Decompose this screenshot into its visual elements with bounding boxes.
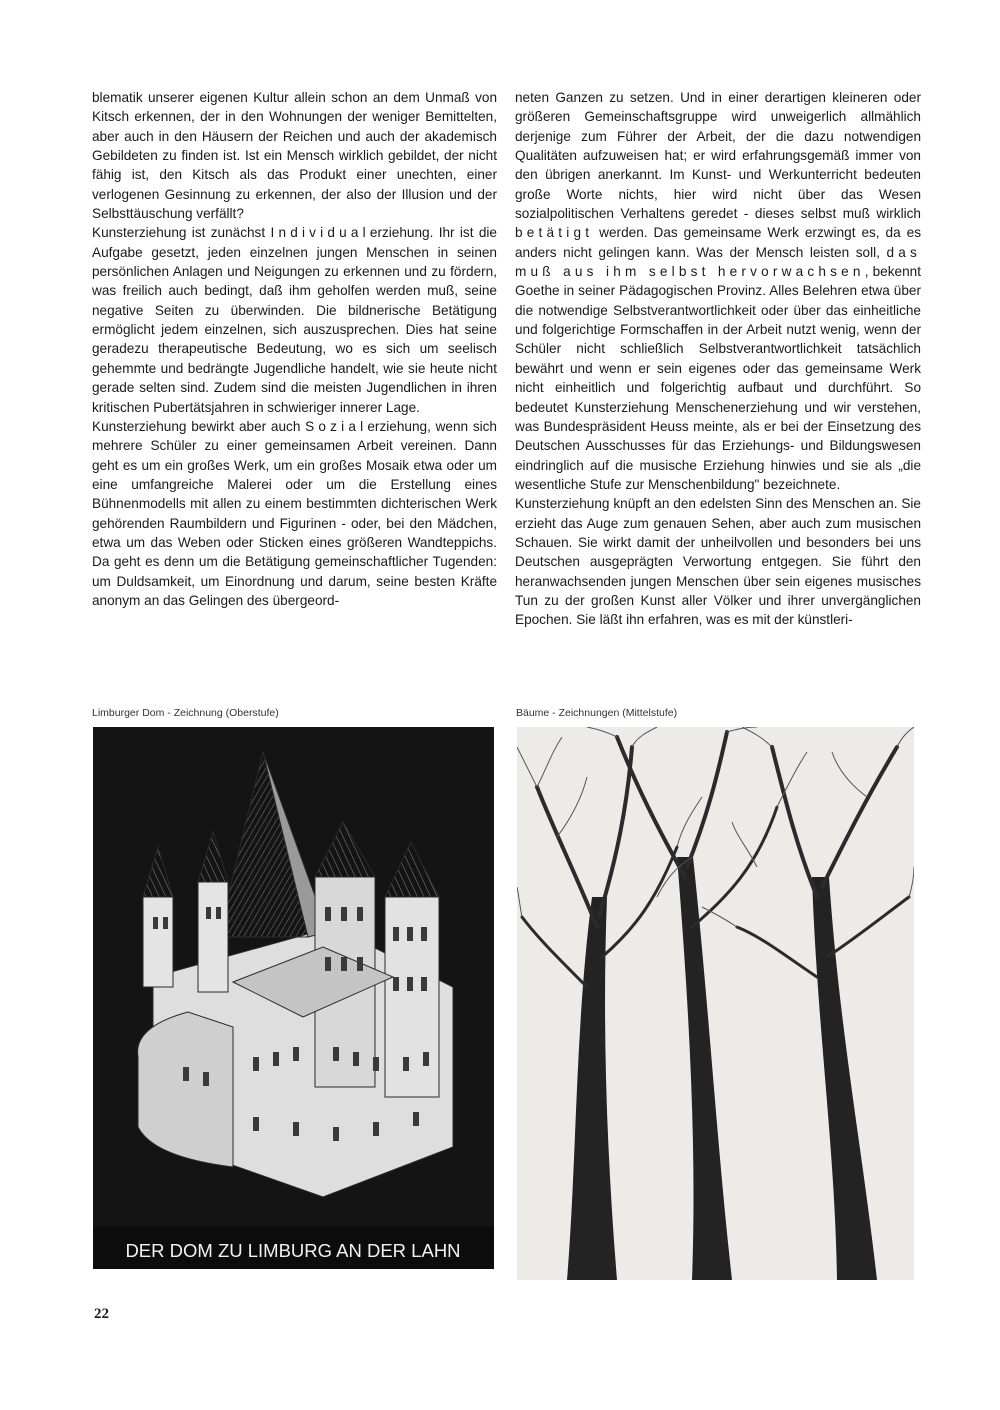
text-run: neten Ganzen zu setzen. Und in einer derartigen kleineren oder größeren Gemeinschaftsgruppe wird unweigerlich allmählich derjenige zum Führer der Arbeit, der die dazu notwendigen Qualitäten aufzuweisen hat; er wird erfahrungsgemäß immer von den übrigen anerkannt. Im Kunst- und Werkunterricht bedeuten große Worte nichts, hier wird nicht über das Wesen sozialpolitischen Verhaltens geredet - dieses selbst muß wirklich [515, 90, 921, 222]
text-run: Kunsterziehung bewirkt aber auch [92, 418, 306, 434]
text-column-right [515, 88, 921, 630]
cathedral-illustration [93, 727, 494, 1269]
spaced-term: das muß aus ihm selbst hervorwachsen [515, 244, 921, 280]
text-column-left [92, 88, 497, 610]
text-run: Kunsterziehung ist zunächst [92, 225, 271, 241]
figure-caption-left: Limburger Dom - Zeichnung (Oberstufe) [92, 707, 279, 719]
text-run: erziehung. Ihr ist die Aufgabe gesetzt, jeden einzelnen jungen Menschen in seinen persönlichen Anlagen und Neigungen zu erkennen und zu fördern, was freilich auch bedingt, daß ihm geholfen werden muß, seine negative Seiten zu überwinden. Die bildnerische Betätigung ermöglicht jedem einzelnen, sich auszusprechen. Dies hat seine geradezu therapeutische Bedeutung, wo es sich um seelisch gehemmte und bedrängte Jugendliche handelt, wie sie heute nicht gerade selten sind. Zudem sind die meisten Jugendlichen in ihren kritischen Pubertätsjahren in schwieriger innerer Lage. [92, 225, 497, 415]
text-run: erziehung, wenn sich mehrere Schüler zu einer gemeinsamen Arbeit vereinen. Dann geht es um ein großes Werk, um ein großes Mosaik etwa oder um eine umfangreiche Malerei oder um die Erstellung eines Bühnenmodells mit allen zu einem bestimmten dichterischen Werk gehörenden Raumbildern und Figurinen - oder, bei den Mädchen, etwa um das Weben oder Sticken eines größeren Wandteppichs. Da geht es denn um die Betätigung gemeinschaftlicher Tugenden: um Duldsamkeit, um Einordnung und darum, seine besten Kräfte anonym an das Gelingen des übergeord- [92, 418, 497, 608]
spaced-term: Sozial [305, 418, 368, 434]
text-run: , bekennt Goethe in seiner Pädagogischen Provinz. Alles Belehren etwa über die notwendige Selbstverantwortlichkeit oder über das einheitliche und folgerichtige Formschaffen in der Arbeit nutzt wenig, wenn der Schüler nicht schließlich Selbstverantwortlichkeit tatsächlich bewährt und wenn er sein eigenes oder das gemeinsame Werk nicht einheitlich und folgerichtig aufbaut und durchführt. So bedeutet Kunsterziehung Menschenerziehung und wir verstehen, was Bundespräsident Heuss meinte, als er bei der Einsetzung des Deutschen Ausschusses für das Erziehungs- und Bildungswesen eindringlich auf die musische Erziehung hinwies und sie als „die wesentliche Stufe zur Menschenbildung" bezeichnete. [515, 264, 921, 492]
trees-illustration [517, 727, 914, 1280]
text-run: werden. Das gemeinsame Werk erzwingt es, da es anders nicht gelingen kann. Was der Mensch leisten soll, [515, 225, 921, 260]
paragraph [515, 88, 921, 494]
spaced-term: Individual [270, 225, 370, 241]
trees-drawing [517, 727, 914, 1280]
paragraph [92, 223, 497, 416]
paragraph [92, 417, 497, 610]
figure-caption-right: Bäume - Zeichnungen (Mittelstufe) [516, 707, 678, 719]
paragraph: Kunsterziehung knüpft an den edelsten Sinn des Menschen an. Sie erzieht das Auge zum genauen Sehen, aber auch zum musischen Schauen. Sie wirkt damit der unheilvollen und besonders bei uns Deutschen ausgeprägten Verwortung entgegen. Sie führt den heranwachsenden jungen Menschen über sein eigenes musisches Tun zu der großen Kunst aller Völker und ihrer unvergänglichen Epochen. Sie läßt ihn erfahren, was es mit der künstleri- [515, 496, 921, 628]
page-number: 22 [94, 1306, 109, 1322]
paragraph: blematik unserer eigenen Kultur allein schon an dem Unmaß von Kitsch erkennen, der in den Wohnungen der weniger Bemittelten, aber auch in den Häusern der Reichen und auch der akademisch Gebildeten zu finden ist. Ist ein Mensch wirklich gebildet, der nicht fähig ist, den Kitsch als das Produkt einer unechten, einer verlogenen Gesinnung zu erkennen, der also der Illusion und der Selbsttäuschung verfällt? [92, 90, 497, 222]
cathedral-drawing [93, 727, 494, 1269]
spaced-term: betätigt [515, 225, 594, 241]
drawing-title: DER DOM ZU LIMBURG AN DER LAHN [125, 1240, 461, 1261]
